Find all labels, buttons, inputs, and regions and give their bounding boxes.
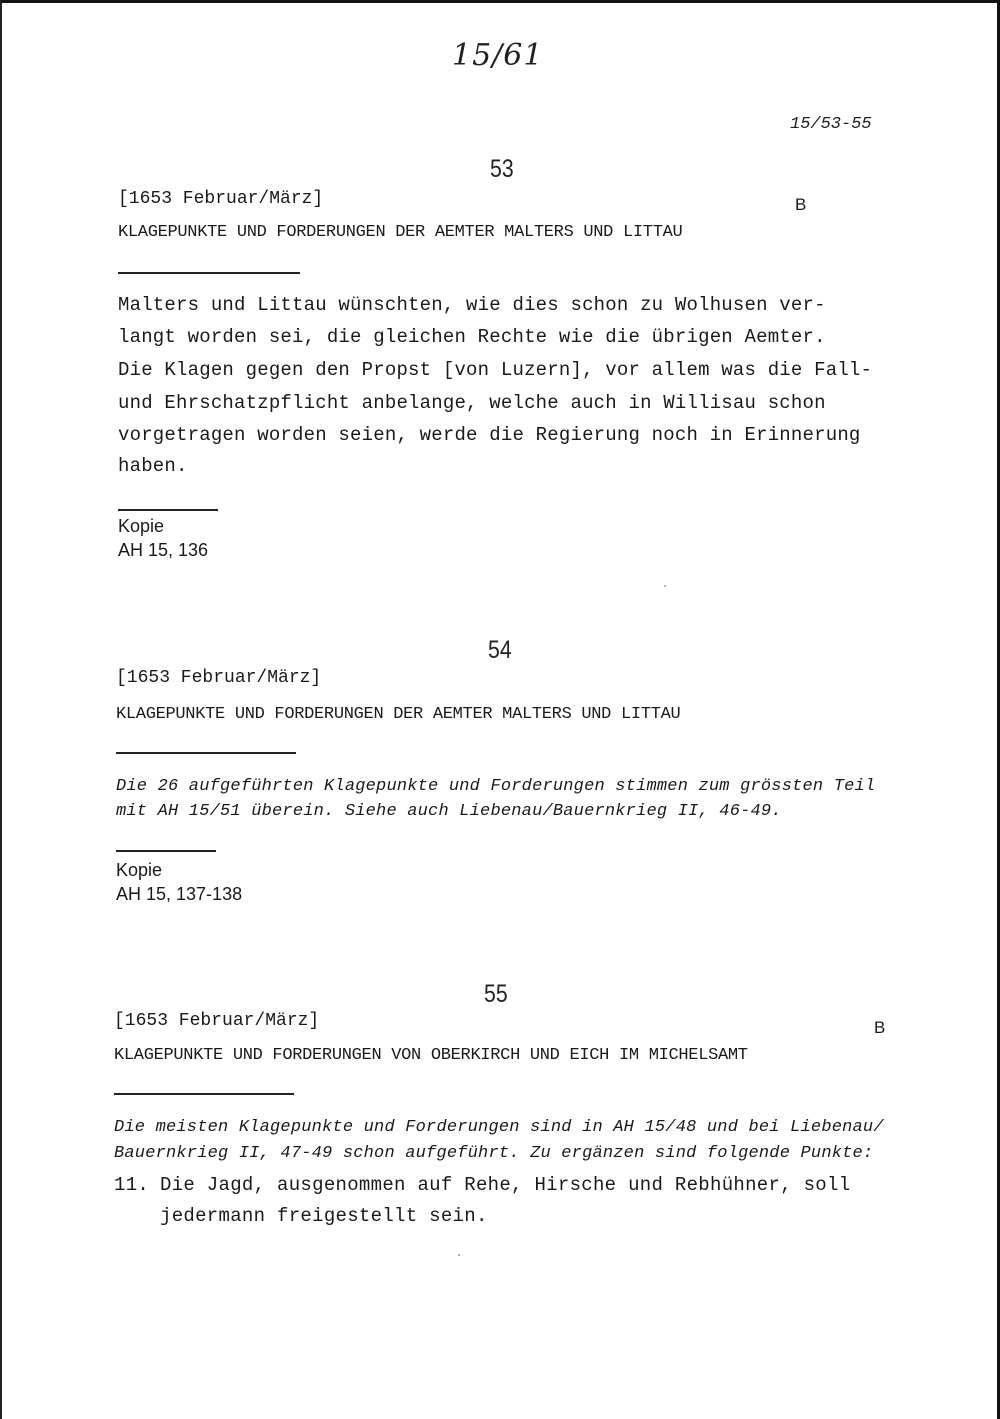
scan-border-top (0, 0, 1000, 3)
entry-55-note-line-1: Die meisten Klagepunkte und Forderungen sind in AH 15/48 und bei Liebenau/ (114, 1118, 884, 1137)
entry-53-title-rule (118, 272, 300, 274)
entry-54-number: 54 (488, 636, 512, 664)
entry-54-note-line-2: mit AH 15/51 überein. Siehe auch Liebenau/Bauernkrieg II, 46-49. (116, 802, 782, 821)
entry-53-number: 53 (490, 155, 514, 183)
entry-53-source-ref: AH 15, 136 (118, 540, 209, 560)
entry-53-letter: B (795, 195, 807, 214)
entry-55-title-rule (114, 1093, 294, 1095)
entry-53-body-line-5: vorgetragen worden seien, werde die Regierung noch in Erinnerung (118, 424, 861, 446)
page-reference: 15/53-55 (790, 115, 872, 134)
entry-54-title: KLAGEPUNKTE UND FORDERUNGEN DER AEMTER MALTERS UND LITTAU (116, 705, 681, 724)
entry-53-body-line-6: haben. (118, 455, 188, 477)
entry-54-source-rule (116, 850, 216, 852)
entry-53-body-line-3: Die Klagen gegen den Propst [von Luzern], vor allem was die Fall- (118, 359, 873, 381)
entry-53-body-line-2: langt worden sei, die gleichen Rechte wie die übrigen Aemter. (118, 326, 826, 348)
entry-55-date: [1653 Februar/März] (114, 1011, 320, 1031)
entry-54-source-type: Kopie (116, 860, 163, 880)
entry-55-letter: B (874, 1018, 886, 1037)
entry-55-item-number: 11. (114, 1174, 150, 1196)
entry-55-title: KLAGEPUNKTE UND FORDERUNGEN VON OBERKIRCH UND EICH IM MICHELSAMT (114, 1046, 748, 1065)
entry-55-item-line-1: Die Jagd, ausgenommen auf Rehe, Hirsche und Rebhühner, soll (160, 1174, 851, 1196)
entry-54-title-rule (116, 752, 296, 754)
entry-53-date: [1653 Februar/März] (118, 189, 324, 209)
entry-54-date: [1653 Februar/März] (116, 668, 322, 688)
entry-55-number: 55 (484, 980, 508, 1008)
scan-border-left (0, 0, 2, 1419)
entry-53-body-line-4: und Ehrschatzpflicht anbelange, welche auch in Willisau schon (118, 392, 826, 414)
scan-speck (664, 585, 666, 587)
entry-55-note-line-2: Bauernkrieg II, 47-49 schon aufgeführt. Zu ergänzen sind folgende Punkte: (114, 1144, 874, 1163)
entry-53-source-rule (118, 509, 218, 511)
scan-speck (458, 1254, 460, 1256)
entry-54-source-ref: AH 15, 137-138 (116, 884, 243, 904)
handwritten-page-number: 15/61 (452, 38, 544, 73)
entry-53-body-line-1: Malters und Littau wünschten, wie dies schon zu Wolhusen ver- (118, 294, 826, 316)
entry-53-source-type: Kopie (118, 516, 165, 536)
entry-55-item-line-2: jedermann freigestellt sein. (160, 1205, 488, 1227)
entry-53-title: KLAGEPUNKTE UND FORDERUNGEN DER AEMTER MALTERS UND LITTAU (118, 223, 683, 242)
entry-54-note-line-1: Die 26 aufgeführten Klagepunkte und Forderungen stimmen zum grössten Teil (116, 777, 876, 796)
